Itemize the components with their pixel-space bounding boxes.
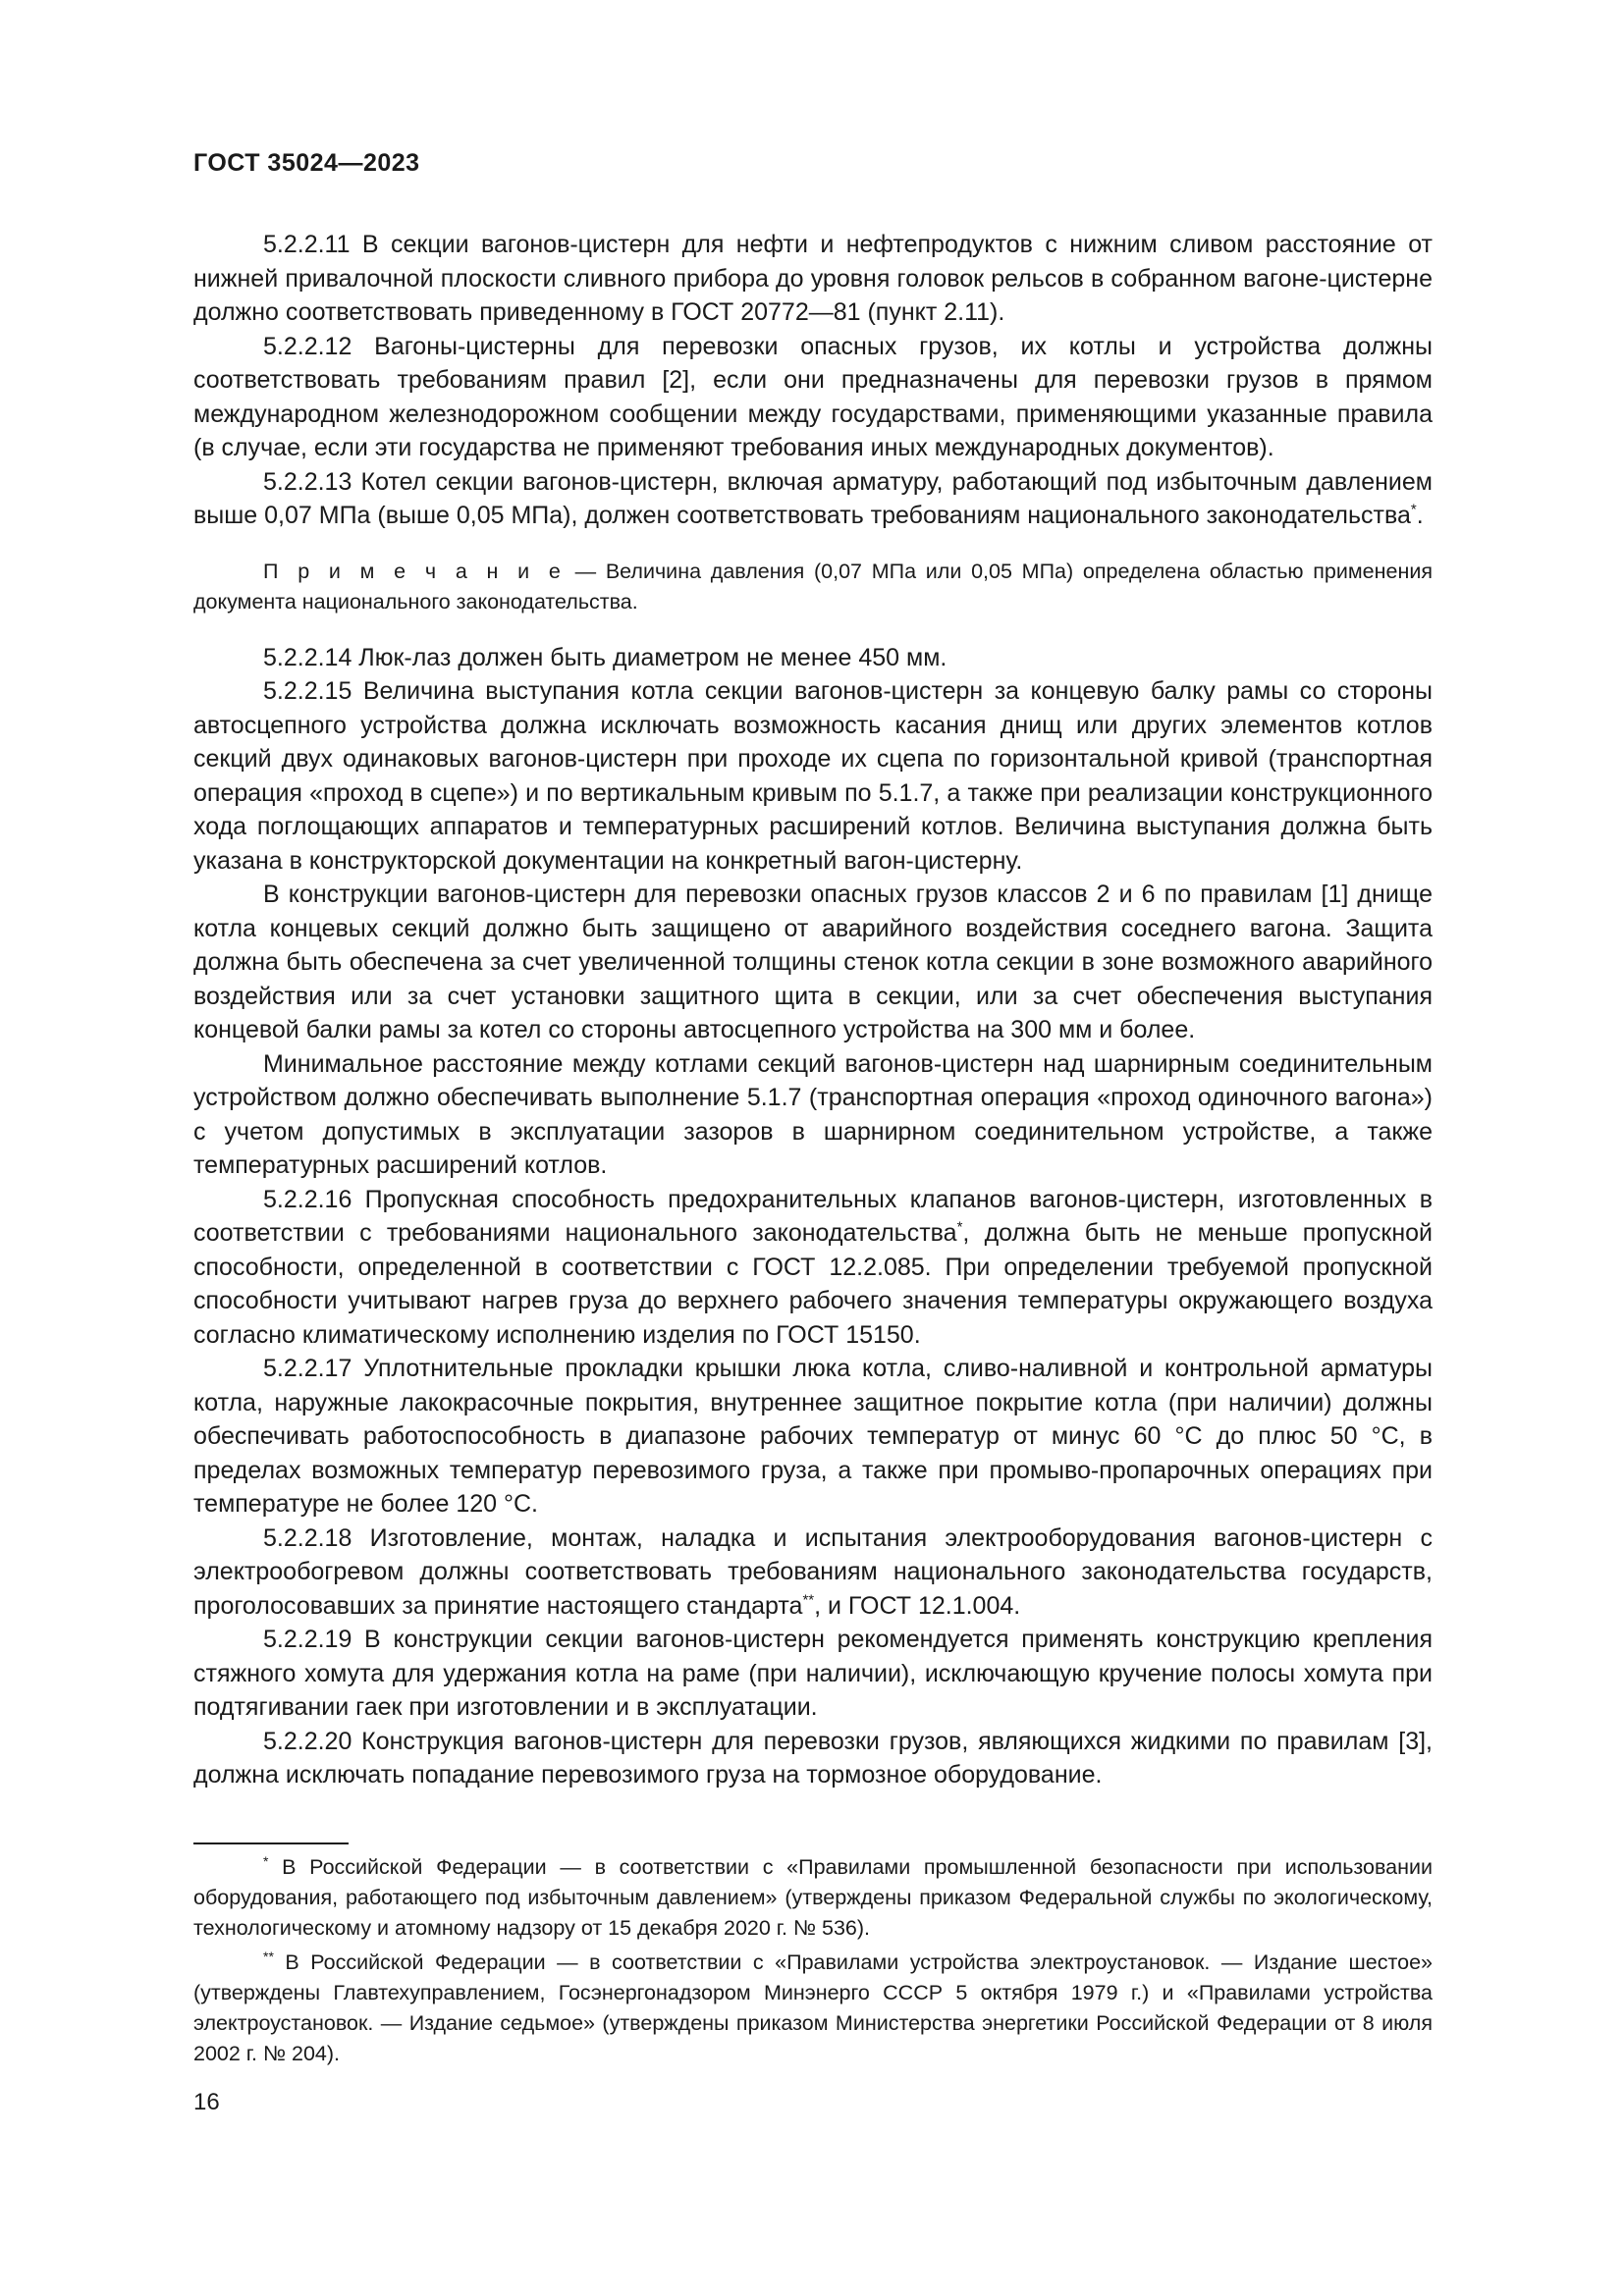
clause-5-2-2-15-distance (193, 1047, 1433, 1183)
document-body (193, 228, 1433, 1792)
paragraph-text: 5.2.2.15 Величина выступания котла секции вагонов-цистерн за концевую балку рамы со стороны автосцепного устройства должна исключать возможность касания днищ или других элементов котлов секций двух одинаковых вагонов-цистерн при проходе их сцепа по горизонтальной кривой (транспортная операция «проход в сцепе») и по вертикальным кривым по 5.1.7, а также при реализации конструкционного хода поглощающих аппаратов и температурных расширений котлов. Величина выступания должна быть указана в конструкторской документации на конкретный вагон-цистерну. (193, 677, 1433, 875)
paragraph-text: В конструкции вагонов-цистерн для перевозки опасных грузов классов 2 и 6 по правилам [1] днище котла концевых секций должно быть защищено от аварийного воздействия соседнего вагона. Защита должна быть обеспечена за счет увеличенной толщины стенок котла секции в зоне возможного аварийного воздействия или за счет установки защитного щита в секции, или за счет обеспечения выступания концевой балки рамы за котел со стороны автосцепного устройства на 300 мм и более. (193, 881, 1433, 1043)
clause-5-2-2-11 (193, 228, 1433, 330)
paragraph-text: 5.2.2.16 Пропускная способность предохранительных клапанов вагонов-цистерн, изготовленных в соответствии с требованиями национального законодательства (193, 1185, 1433, 1247)
footnote-ref[interactable]: * (1410, 501, 1417, 518)
paragraph-text: 5.2.2.19 В конструкции секции вагонов-цистерн рекомендуется применять конструкцию крепления стяжного хомута для удержания котла на раме (при наличии), исключающую кручение полосы хомута при подтягивании гаек при изготовлении и в эксплуатации. (193, 1626, 1433, 1721)
clause-5-2-2-15-protection (193, 878, 1433, 1047)
paragraph-text: Минимальное расстояние между котлами секций вагонов-цистерн над шарнирным соединительным устройством должно обеспечивать выполнение 5.1.7 (транспортная операция «проход одиночного вагона») с учетом допустимых в эксплуатации зазоров в шарнирном соединительном устройстве, а также температурных расширений котлов. (193, 1049, 1433, 1179)
footnote-mark: * (263, 1852, 269, 1869)
page-number: 16 (193, 2089, 220, 2115)
note-label: П р и м е ч а н и е (263, 559, 566, 583)
paragraph-text: 5.2.2.12 Вагоны-цистерны для перевозки опасных грузов, их котлы и устройства должны соответствовать требованиям правил [2], если они предназначены для перевозки грузов в прямом международном железнодорожном сообщении между государствами, применяющими указанные правила (в случае, если эти государства не применяют требования иных международных документов). (193, 332, 1433, 461)
clause-5-2-2-14 (193, 641, 1433, 675)
clause-5-2-2-13 (193, 465, 1433, 533)
paragraph-text-tail: , и ГОСТ 12.1.004. (814, 1591, 1021, 1620)
footnote-separator (193, 1842, 349, 1844)
footnote-text: В Российской Федерации — в соответствии с «Правилами промышленной безопасности при использовании оборудования, работающего под избыточным давлением» (утверждены приказом Федеральной службы по экологическому, технологическому и атомному надзору от 15 декабря 2020 г. № 536). (193, 1855, 1433, 1940)
paragraph-text: 5.2.2.14 Люк-лаз должен быть диаметром не менее 450 мм. (263, 643, 947, 671)
footnote-text: В Российской Федерации — в соответствии с «Правилами устройства электроустановок. — Издание шестое» (утверждены Главтехуправлением, Госэнергонадзором Минэнерго СССР 5 октября 1979 г.) и «Правилами устройства электроустановок. — Издание седьмое» (утверждены приказом Министерства энергетики Российской Федерации от 8 июля 2002 г. № 204). (193, 1950, 1433, 2065)
paragraph-text-tail: . (1416, 502, 1424, 529)
footnote-ref[interactable]: * (956, 1218, 963, 1236)
paragraph-text: 5.2.2.13 Котел секции вагонов-цистерн, включая арматуру, работающий под избыточным давлением выше 0,07 МПа (выше 0,05 МПа), должен соответствовать требованиям национального законодательства (193, 467, 1433, 529)
paragraph-text: 5.2.2.20 Конструкция вагонов-цистерн для перевозки грузов, являющихся жидкими по правилам [3], должна исключать попадание перевозимого груза на тормозное оборудование. (193, 1727, 1433, 1789)
clause-5-2-2-12 (193, 330, 1433, 465)
document-code-header: ГОСТ 35024—2023 (193, 149, 420, 177)
clause-5-2-2-18 (193, 1522, 1433, 1624)
clause-5-2-2-15 (193, 674, 1433, 878)
note (193, 557, 1433, 617)
clause-5-2-2-20 (193, 1725, 1433, 1792)
paragraph-text: 5.2.2.17 Уплотнительные прокладки крышки люка котла, сливо-наливной и контрольной арматуры котла, наружные лакокрасочные покрытия, внутреннее защитное покрытие котла (при наличии) должны обеспечивать работоспособность в диапазоне рабочих температур от минус 60 °С до плюс 50 °С, в пределах возможных температур перевозимого груза, а также при промыво-пропарочных операциях при температуре не более 120 °С. (193, 1355, 1433, 1518)
footnote-2 (193, 1948, 1433, 2069)
paragraph-text-tail: , должна быть не меньше пропускной способности, определенной в соответствии с ГОСТ 12.2.085. При определении требуемой пропускной способности учитывают нагрев груза до верхнего рабочего значения температуры окружающего воздуха согласно климатическому исполнению изделия по ГОСТ 15150. (193, 1219, 1433, 1349)
footnote-1 (193, 1852, 1433, 1944)
footnote-ref[interactable]: ** (802, 1591, 815, 1609)
clause-5-2-2-19 (193, 1623, 1433, 1725)
paragraph-text: 5.2.2.18 Изготовление, монтаж, наладка и испытания электрооборудования вагонов-цистерн с электрообогревом должны соответствовать требованиям национального законодательства государств, проголосовавших за принятие настоящего стандарта (193, 1523, 1433, 1620)
clause-5-2-2-16 (193, 1183, 1433, 1353)
paragraph-text: 5.2.2.11 В секции вагонов-цистерн для нефти и нефтепродуктов с нижним сливом расстояние от нижней привалочной плоскости сливного прибора до уровня головок рельсов в собранном вагоне-цистерне должно соответствовать приведенному в ГОСТ 20772—81 (пункт 2.11). (193, 231, 1433, 326)
footnote-mark: ** (263, 1948, 274, 1964)
note-text: — Величина давления (0,07 МПа или 0,05 МПа) определена областью применения документа национального законодательства. (193, 559, 1433, 614)
clause-5-2-2-17 (193, 1352, 1433, 1522)
footnotes (193, 1852, 1433, 2073)
